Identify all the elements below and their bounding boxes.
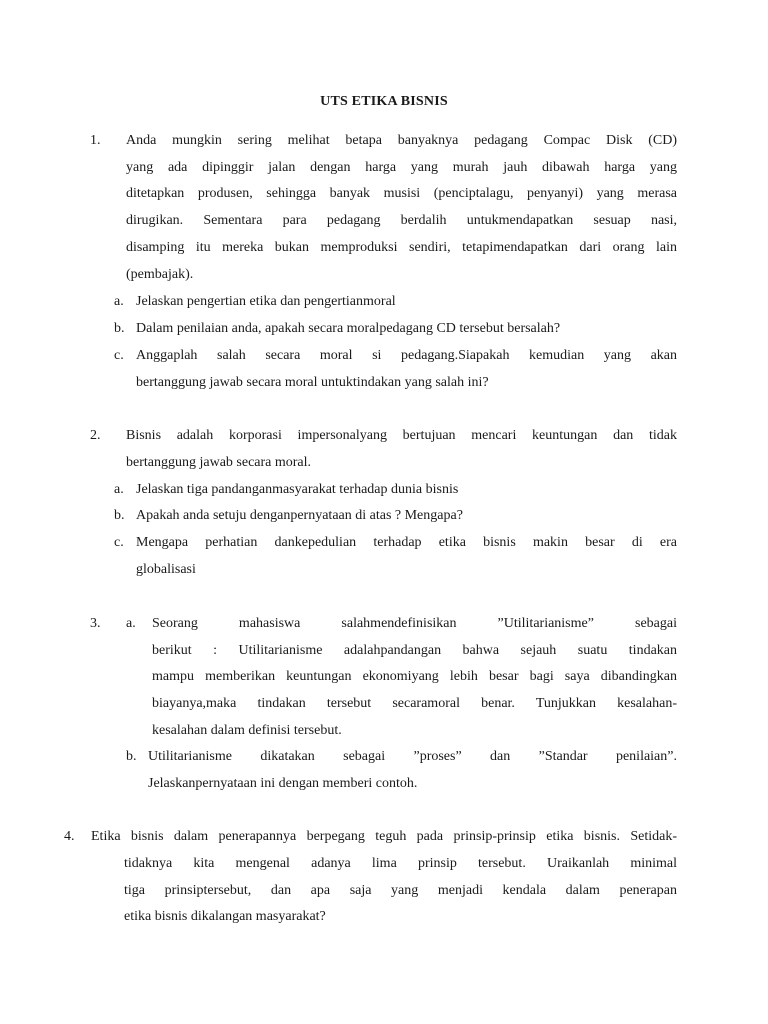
question-4-text bbox=[124, 851, 677, 931]
question-2-line: Bisnis adalah korporasi impersonalyang bertujuan mencari keuntungan dan tidak bbox=[126, 428, 677, 443]
question-2c-letter: c. bbox=[114, 535, 124, 550]
question-3a-line: kesalahan dalam definisi tersebut. bbox=[152, 722, 342, 738]
question-1a-line: Jelaskan pengertian etika dan pengertianmoral bbox=[136, 294, 396, 309]
question-1c-line: Anggaplah salah secara moral si pedagang.Siapakah kemudian yang akan bbox=[136, 348, 677, 363]
question-2c-line: Mengapa perhatian dankepedulian terhadap etika bisnis makin besar di era bbox=[136, 535, 677, 550]
question-3b-line: Utilitarianisme dikatakan sebagai ”proses” dan ”Standar penilaian”. bbox=[148, 749, 677, 764]
question-1-line: yang ada dipinggir jalan dengan harga yang murah jauh dibawah harga yang bbox=[126, 159, 677, 175]
question-3a-line: biayanya,maka tindakan tersebut secaramoral benar. Tunjukkan kesalahan- bbox=[152, 696, 677, 712]
question-1c-line: bertanggung jawab secara moral untuktindakan yang salah ini? bbox=[136, 374, 489, 390]
question-2a-letter: a. bbox=[114, 482, 124, 497]
question-3a-line: mampu memberikan keuntungan ekonomiyang lebih besar bagi saya dibandingkan bbox=[152, 669, 677, 685]
question-4-line: Etika bisnis dalam penerapannya berpegang teguh pada prinsip-prinsip etika bisnis. Setidak- bbox=[91, 829, 677, 844]
question-1b-letter: b. bbox=[114, 321, 125, 336]
question-2-number: 2. bbox=[90, 428, 101, 443]
question-4-first-line-block bbox=[91, 824, 677, 851]
question-3a-line: berikut : Utilitarianisme adalahpandangan bahwa sejauh suatu tindakan bbox=[152, 642, 677, 658]
question-4-line: etika bisnis dikalangan masyarakat? bbox=[124, 909, 326, 925]
question-2-text bbox=[126, 423, 677, 476]
question-1a-text bbox=[136, 289, 677, 316]
question-1-line: Anda mungkin sering melihat betapa banyaknya pedagang Compac Disk (CD) bbox=[126, 133, 677, 148]
question-1-number: 1. bbox=[90, 133, 101, 148]
question-1-text bbox=[126, 128, 677, 288]
question-1-line: dirugikan. Sementara para pedagang berdalih untukmendapatkan sesuap nasi, bbox=[126, 213, 677, 229]
question-1b-text bbox=[136, 316, 677, 343]
question-1c-letter: c. bbox=[114, 348, 124, 363]
question-1-line: (pembajak). bbox=[126, 266, 194, 282]
question-4-line: tiga prinsiptersebut, dan apa saja yang menjadi kendala dalam penerapan bbox=[124, 882, 677, 898]
question-2b-letter: b. bbox=[114, 508, 125, 523]
question-3-number: 3. bbox=[90, 616, 101, 631]
question-2-line: bertanggung jawab secara moral. bbox=[126, 454, 312, 470]
question-2c-text bbox=[136, 530, 677, 583]
question-3b-line: Jelaskanpernyataan ini dengan memberi contoh. bbox=[148, 775, 418, 791]
question-1b-line: Dalam penilaian anda, apakah secara moralpedagang CD tersebut bersalah? bbox=[136, 321, 561, 336]
question-3a-text bbox=[152, 611, 677, 745]
document-title: UTS ETIKA BISNIS bbox=[320, 94, 448, 109]
question-4-line: tidaknya kita mengenal adanya lima prinsip tersebut. Uraikanlah minimal bbox=[124, 856, 677, 871]
question-3a-line: Seorang mahasiswa salahmendefinisikan ”Utilitarianisme” sebagai bbox=[152, 616, 677, 631]
question-3b-letter: b. bbox=[126, 749, 137, 764]
question-2b-text bbox=[136, 503, 677, 530]
question-1-line: disamping itu mereka bukan memproduksi sendiri, tetapimendapatkan dari orang lain bbox=[126, 239, 677, 255]
question-3b-text bbox=[148, 744, 677, 797]
question-2c-line: globalisasi bbox=[136, 561, 196, 577]
question-1-line: ditetapkan produsen, sehingga banyak musisi (penciptalagu, penyanyi) yang merasa bbox=[126, 186, 677, 202]
question-3a-letter: a. bbox=[126, 616, 136, 631]
question-2a-text bbox=[136, 477, 677, 504]
question-4-number: 4. bbox=[64, 829, 75, 844]
question-1a-letter: a. bbox=[114, 294, 124, 309]
question-2b-line: Apakah anda setuju denganpernyataan di atas ? Mengapa? bbox=[136, 508, 463, 523]
question-2a-line: Jelaskan tiga pandanganmasyarakat terhadap dunia bisnis bbox=[136, 482, 459, 497]
question-1c-text bbox=[136, 343, 677, 396]
